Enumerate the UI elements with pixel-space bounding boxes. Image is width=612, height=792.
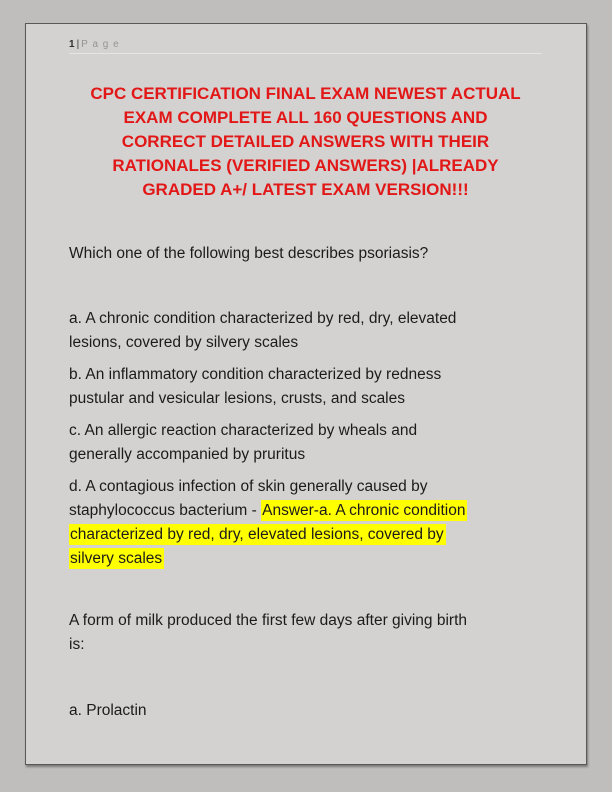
option-line: b. An inflammatory condition characterized by redness [69, 366, 442, 383]
question-line: is: [69, 636, 85, 653]
question-1-option-c [69, 419, 542, 467]
question-1-option-b [69, 363, 542, 411]
title-line: GRADED A+/ LATEST EXAM VERSION!!! [142, 180, 469, 199]
option-line [69, 523, 542, 547]
option-line: pustular and vesicular lesions, crusts, and scales [69, 390, 405, 407]
option-line: c. An allergic reaction characterized by wheals and [69, 422, 418, 439]
option-line [69, 499, 542, 523]
title-line: EXAM COMPLETE ALL 160 QUESTIONS AND [123, 108, 488, 127]
option-line: generally accompanied by pruritus [69, 446, 306, 463]
question-line: A form of milk produced the first few days after giving birth [69, 612, 468, 629]
highlighted-answer: Answer-a. A chronic condition [262, 502, 466, 519]
title-line: RATIONALES (VERIFIED ANSWERS) |ALREADY [112, 156, 499, 175]
page-number: 1 [69, 39, 75, 50]
question-1-text: Which one of the following best describes psoriasis? [69, 245, 429, 262]
page-header [69, 37, 542, 54]
question-2-text [69, 609, 542, 657]
header-label: P a g e [81, 39, 120, 50]
title-line: CPC CERTIFICATION FINAL EXAM NEWEST ACTUAL [90, 84, 521, 103]
title-line: CORRECT DETAILED ANSWERS WITH THEIR [121, 132, 490, 151]
document-page [25, 23, 587, 765]
highlighted-answer: silvery scales [70, 550, 163, 567]
option-d-plain: staphylococcus bacterium - [69, 502, 262, 519]
question-2-option-a: a. Prolactin [69, 702, 147, 719]
question-1-option-a [69, 307, 542, 355]
option-line: d. A contagious infection of skin generally caused by [69, 478, 428, 495]
document-title [69, 82, 542, 202]
highlighted-answer: characterized by red, dry, elevated lesions, covered by [70, 526, 444, 543]
option-line: lesions, covered by silvery scales [69, 334, 299, 351]
option-line: a. A chronic condition characterized by red, dry, elevated [69, 310, 457, 327]
header-separator: | [76, 39, 80, 50]
question-1-option-d [69, 475, 542, 571]
option-line [69, 547, 542, 571]
